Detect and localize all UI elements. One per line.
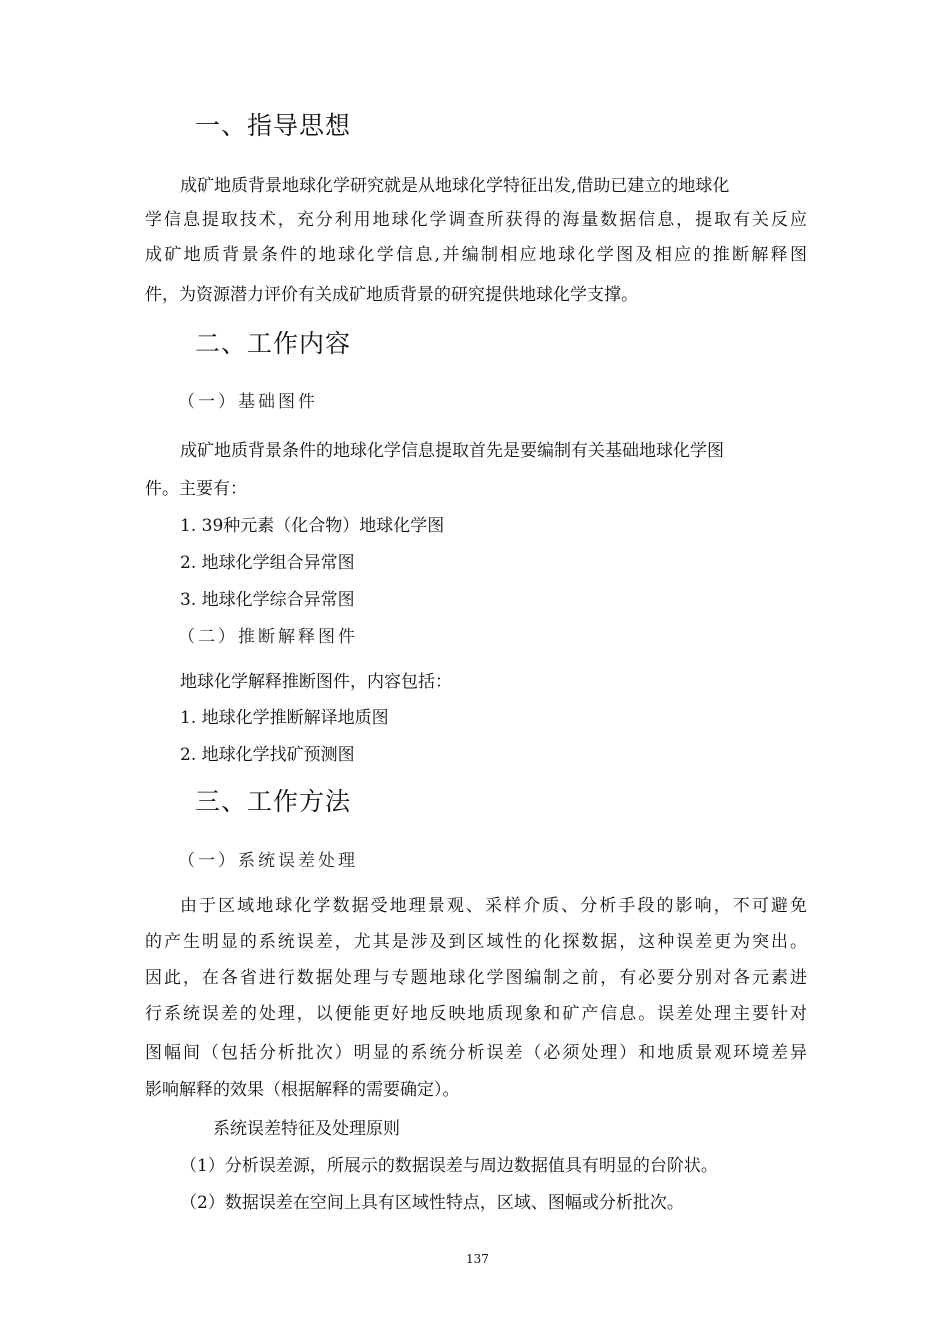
paragraph-line: 成矿地质背景条件的地球化学信息,并编制相应地球化学图及相应的推断解释图 xyxy=(145,245,807,265)
paragraph-line: 件。主要有： xyxy=(145,479,247,499)
paragraph-line: 因此，在各省进行数据处理与专题地球化学图编制之前，有必要分别对各元素进 xyxy=(145,968,807,988)
principle-item: （1）分析误差源，所展示的数据误差与周边数据值具有明显的台阶状。 xyxy=(180,1156,718,1176)
paragraph-line: 由于区域地球化学数据受地理景观、采样介质、分析手段的影响，不可避免 xyxy=(180,896,807,916)
subheading-basic-maps: （一）基础图件 xyxy=(178,392,318,412)
list-item: 1. 39种元素（化合物）地球化学图 xyxy=(180,516,445,536)
paragraph-line: 成矿地质背景条件的地球化学信息提取首先是要编制有关基础地球化学图 xyxy=(180,441,724,461)
section-heading-1: 一、指导思想 xyxy=(195,111,352,140)
paragraph-line: 的产生明显的系统误差，尤其是涉及到区域性的化探数据，这种误差更为突出。 xyxy=(145,932,807,952)
principles-title: 系统误差特征及处理原则 xyxy=(213,1119,400,1139)
list-item: 3. 地球化学综合异常图 xyxy=(180,590,355,610)
section-heading-3: 三、工作方法 xyxy=(195,787,352,816)
list-item: 2. 地球化学组合异常图 xyxy=(180,553,355,573)
paragraph-line: 地球化学解释推断图件，内容包括： xyxy=(180,672,452,692)
section-heading-2: 二、工作内容 xyxy=(195,329,352,358)
list-item: 1. 地球化学推断解译地质图 xyxy=(180,708,389,728)
paragraph-line: 件，为资源潜力评价有关成矿地质背景的研究提供地球化学支撑。 xyxy=(145,285,638,305)
paragraph-line: 图幅间（包括分析批次）明显的系统分析误差（必须处理）和地质景观环境差异 xyxy=(145,1043,807,1063)
page-number: 137 xyxy=(466,1252,489,1266)
subheading-interpretation-maps: （二）推断解释图件 xyxy=(178,627,358,647)
paragraph-line: 成矿地质背景地球化学研究就是从地球化学特征出发,借助已建立的地球化 xyxy=(180,176,730,196)
paragraph-line: 行系统误差的处理，以便能更好地反映地质现象和矿产信息。误差处理主要针对 xyxy=(145,1004,807,1024)
paragraph-line: 影响解释的效果（根据解释的需要确定）。 xyxy=(145,1080,460,1100)
list-item: 2. 地球化学找矿预测图 xyxy=(180,745,355,765)
paragraph-line: 学信息提取技术，充分利用地球化学调查所获得的海量数据信息，提取有关反应 xyxy=(145,210,807,230)
subheading-systematic-error: （一）系统误差处理 xyxy=(178,851,358,871)
principle-item: （2）数据误差在空间上具有区域性特点，区域、图幅或分析批次。 xyxy=(180,1193,684,1213)
